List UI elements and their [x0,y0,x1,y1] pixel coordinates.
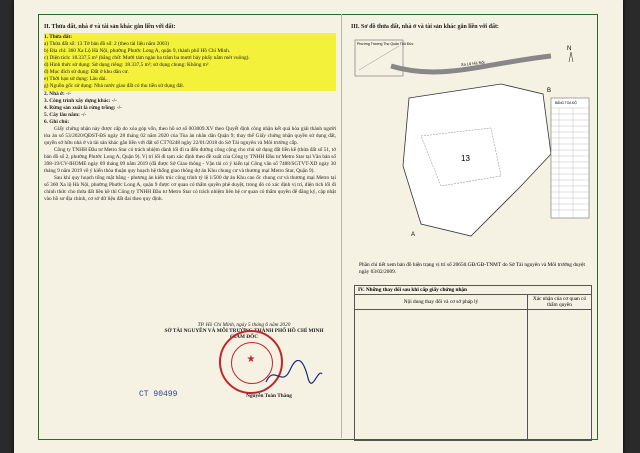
land-row-purpose: đ) Mục đích sử dụng: Đất ở khu dân cư. [44,68,129,75]
changes-body-left [355,310,528,441]
changes-table [354,285,592,441]
item-house: 2. Nhà ở: -/- [44,90,72,97]
sign-org: SỞ TÀI NGUYÊN VÀ MÔI TRƯỜNG THÀNH PHỐ HỒ CHÍ MINH [164,328,324,334]
land-plot-map [351,36,591,256]
coordinate-table [551,98,589,218]
handwritten-signature [264,360,324,390]
section3-title: III. Sơ đồ thửa đất, nhà ở và tài sản khác gắn liền với đất: [351,24,499,30]
left-column [44,24,336,203]
signer-name: Nguyễn Toàn Thắng [246,393,292,399]
road-label: Xa Lộ Hà Nội [460,59,485,67]
land-row-duration: e) Thời hạn sử dụng: Lâu dài. [44,75,107,82]
section2-title: II. Thửa đất, nhà ở và tài sản khác gắn liền với đất: [44,24,176,30]
land-row-area: c) Diện tích: 18.337,5 m² (bằng chữ: Mười tám ngàn ba trăm ba mươi bảy phẩy năm mét vuông). [44,54,250,61]
coordinate-table-header: BẢNG TỌA ĐỘ [555,101,577,105]
land-row-address: b) Địa chỉ: 360 Xa Lộ Hà Nội, phường Phước Long A, quận 9, thành phố Hồ Chí Minh. [44,47,231,54]
sign-date: TP. Hồ Chí Minh, ngày 5 tháng 6 năm 2020 [197,322,291,328]
map-reference-note: Phần chi tiết xem bản đồ hiện trạng vị trí số 20650.GĐ/GĐ-TNMT do Sở Tài nguyên và Môi trường duyệt ngày 03/02/2009. [359,262,586,276]
land-row-origin: g) Nguồn gốc sử dụng: Nhà nước giao đất có thu tiền sử dụng đất. [44,82,185,89]
sign-role: GIÁM ĐỐC [229,334,259,340]
north-label: N [567,46,572,52]
item-forest: 4. Rừng sản xuất là rừng trồng: -/- [44,104,122,111]
land-row-usage-form: d) Hình thức sử dụng: Sử dụng riêng: 18.337,5 m²; sử dụng chung: Không m² [44,61,209,68]
item-construction: 3. Công trình xây dựng khác: -/- [44,97,117,104]
center-fold [341,14,342,438]
land-title: 1. Thửa đất: [44,33,72,40]
right-column [351,24,591,31]
inset-label: Phường Trường Thọ Quận Thủ Đức [357,42,414,46]
changes-title: IV. Những thay đổi sau khi cấp giấy chứng nhận [355,286,592,295]
changes-body-right [528,310,592,441]
land-row-plot: a) Thửa đất số: 13 Tờ bản đồ số: 2 (theo tài liệu năm 2003) [44,40,169,47]
changes-col2: Xác nhận của cơ quan có thẩm quyền [528,295,592,310]
lot-number: 13 [461,154,470,163]
corner-a-label: A [411,232,416,238]
changes-col1: Nội dung thay đổi và cơ sở pháp lý [355,295,528,310]
certificate-page [14,0,623,453]
note-paragraph-1: Giấy chứng nhận này được cấp do xóa góp vốn, theo hồ sơ số 003009.XV theo Quyết định công nhận kết quả hòa giải thành người tòa án số 53/2020/QĐST-ĐS ngày 28 tháng 02 năm 2020 của Tòa án nhân dân Quận 9; thay thế Giấy chứng nhận quyền sử dụng đất, quyền sở hữu nhà ở và tài sản khác gắn liền với đất số CT70248 ngày 22/01/2018 do Sở Tài nguyên và Môi trường cấp. [44,125,336,146]
seal-star-icon: ★ [246,354,256,365]
corner-b-label: B [547,88,552,94]
land-info-highlight [44,33,336,91]
note-paragraph-2: Công ty TNHH Đầu tư Metro Star có trách nhiệm dành lối đi ra đến đường công cộng cho chủ sử dụng đất liền kề (thửa đất số 51, tờ bản đồ số 2, phường Phước Long A, Quận 9). Vị trí lối đi tạm xác định theo đề xuất của Công ty TNHH Đầu tư Metro Star tại Văn bản số 398-19/CV-IHOME ngày 09 tháng 09 năm 2019 (đã được Sở Giao thông - Vận tải có ý kiến tại Công văn số 7488/SGTVT-XD ngày 30 tháng 9 năm 2019 về ý kiến thỏa thuận quy hoạch hệ thống giao thông dự án Khu chung cư và thương mại Metro Star, Quận 9). [44,146,336,174]
item-trees: 5. Cây lâu năm: -/- [44,111,87,118]
item-notes: 6. Ghi chú: [44,118,70,125]
note-paragraph-3: Sau khi quy hoạch tổng mặt bằng - phương án kiến trúc công trình tỷ lệ 1/500 dự án Khu cao ốc chung cư và thương mại Metro tại số 360 Xa lộ Hà Nội, phường Phước Long A, quận 9 được cơ quan có thẩm quyền phê duyệt, trong đó có xác định vị trí, diện tích lối đi chính thức cho thửa đất liền kề thì Công ty TNHH Đầu tư Metro Star có trách nhiệm liên hệ cơ quan có thẩm quyền để đăng ký, cập nhật vào hồ sơ địa chính, cơ sở dữ liệu đất đai theo quy định. [44,174,336,202]
serial-number: CT 90499 [139,390,178,399]
